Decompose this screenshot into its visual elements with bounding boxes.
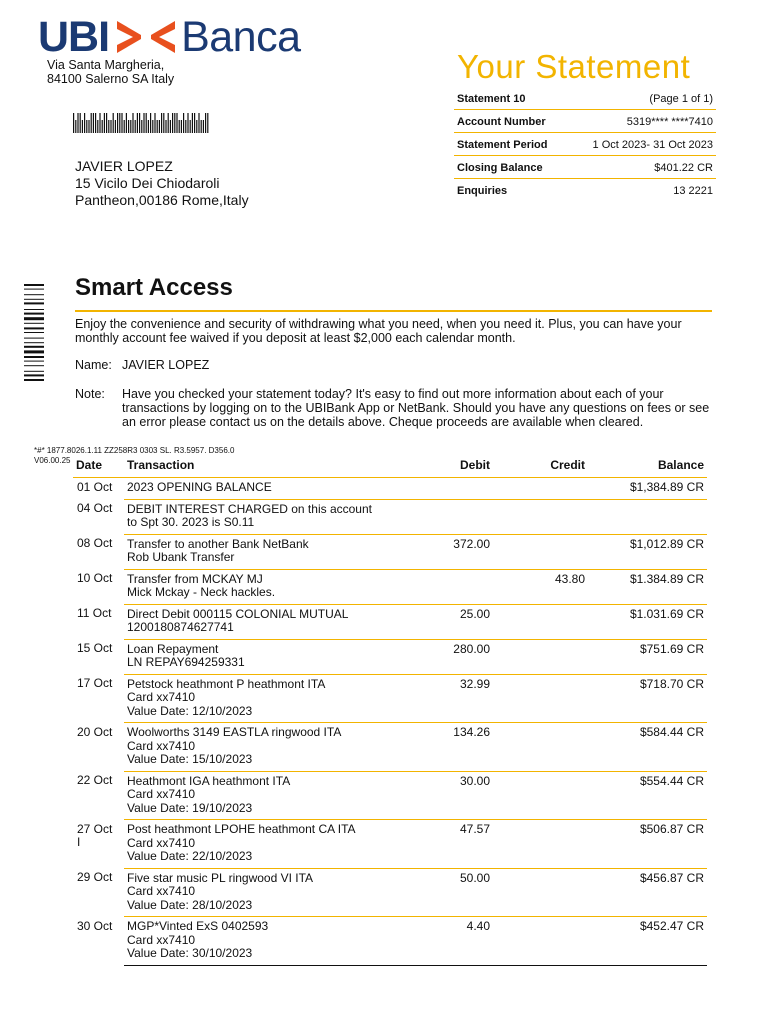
- transaction-row: [73, 868, 707, 917]
- transaction-desc-line: Five star music PL ringwood VI ITA: [127, 870, 314, 885]
- recipient-address: [75, 158, 249, 209]
- name-label: Name:: [75, 358, 112, 372]
- transaction-debit: [407, 499, 522, 534]
- transaction-desc-line: MGP*Vinted ExS 0402593: [127, 919, 269, 933]
- transaction-row: [73, 499, 707, 534]
- transaction-date: 15 Oct: [77, 641, 113, 655]
- statement-summary: [454, 87, 716, 201]
- transaction-credit: [522, 674, 601, 723]
- transaction-description: [124, 723, 407, 772]
- transaction-debit: 372.00: [407, 534, 522, 569]
- transaction-row: [73, 820, 707, 869]
- transaction-row: [73, 639, 707, 674]
- note-text: Have you checked your statement today? It's easy to find out more information about each of your transactions by logging on to the UBIBank App or NetBank. Should you have any questions on fees or see an error please contact us on the details above. Cheque proceeds are available when cleared.: [122, 387, 710, 429]
- transaction-desc-line: Direct Debit 000115 COLONIAL MUTUAL: [127, 606, 349, 621]
- note-label: Note:: [75, 387, 105, 401]
- transaction-balance: [601, 499, 707, 534]
- header-transaction: Transaction: [124, 455, 407, 478]
- summary-row: [454, 156, 716, 179]
- transaction-debit: 50.00: [407, 868, 522, 917]
- transaction-credit: [522, 478, 601, 500]
- summary-row: [454, 133, 716, 156]
- transaction-date: 01 Oct: [77, 480, 113, 494]
- summary-value: $401.22 CR: [567, 156, 716, 179]
- bank-logo: [38, 14, 301, 60]
- logo-mark-icon: [115, 17, 177, 57]
- recipient-line: 15 Vicilo Dei Chiodaroli: [75, 175, 220, 191]
- transaction-row: [73, 917, 707, 966]
- transaction-balance: $506.87 CR: [601, 820, 707, 869]
- transaction-desc-line: Woolworths 3149 EASTLA ringwood ITA: [127, 725, 342, 739]
- reference-code-line: V06.00.25: [34, 456, 71, 465]
- transaction-desc-line: Post heathmont LPOHE heathmont CA ITA: [127, 822, 356, 836]
- transaction-description: [124, 639, 407, 674]
- transaction-credit: [522, 723, 601, 772]
- account-type-title: Smart Access: [75, 274, 233, 301]
- transaction-date: 30 Oct: [77, 918, 113, 933]
- transaction-balance: $1.031.69 CR: [601, 604, 707, 639]
- transactions-header-row: [73, 455, 707, 478]
- summary-label: Statement Period: [454, 133, 567, 156]
- transaction-desc-line: Petstock heathmont P heathmont ITA: [127, 676, 326, 691]
- transaction-credit: [522, 917, 601, 966]
- transaction-description: [124, 868, 407, 917]
- transaction-desc-line: 2023 OPENING BALANCE: [127, 480, 272, 494]
- logo-text-ubi: UBI: [38, 13, 110, 61]
- transaction-credit: [522, 499, 601, 534]
- transaction-desc-line: Value Date: 28/10/2023: [127, 897, 253, 912]
- transaction-desc-line: Card xx7410: [127, 835, 196, 850]
- transaction-desc-line: Card xx7410: [127, 787, 196, 801]
- transaction-date: 27 Oct I: [77, 821, 113, 849]
- transaction-debit: 47.57: [407, 820, 522, 869]
- reference-code-line: *#* 1877.8026.1.11 ZZ258R3 0303 SL. R3.5957. D356.0: [34, 446, 235, 455]
- transaction-date: 10 Oct: [77, 571, 113, 585]
- transaction-credit: [522, 868, 601, 917]
- transaction-balance: $751.69 CR: [601, 639, 707, 674]
- transaction-desc-line: Card xx7410: [127, 690, 196, 704]
- bank-address-line: 84100 Salerno SA Italy: [47, 72, 175, 86]
- transaction-credit: [522, 534, 601, 569]
- summary-label: Account Number: [454, 110, 567, 133]
- transaction-balance: $456.87 CR: [601, 868, 707, 917]
- summary-row: [454, 87, 716, 110]
- transaction-row: [73, 674, 707, 723]
- transaction-credit: [522, 639, 601, 674]
- transaction-debit: 4.40: [407, 917, 522, 966]
- transaction-description: [124, 674, 407, 723]
- summary-value: 5319**** ****7410: [567, 110, 716, 133]
- summary-value: 13 2221: [673, 184, 713, 197]
- transaction-debit: [407, 569, 522, 604]
- header-debit: Debit: [407, 455, 522, 478]
- transaction-desc-line: Heathmont IGA heathmont ITA: [127, 773, 291, 788]
- transaction-credit: [522, 604, 601, 639]
- transactions-table: [73, 455, 707, 966]
- transaction-description: [124, 604, 407, 639]
- transaction-credit: [522, 820, 601, 869]
- transaction-date: 04 Oct: [77, 501, 113, 515]
- transaction-desc-line: DEBIT INTEREST CHARGED on this account: [127, 501, 372, 516]
- transaction-date: 11 Oct: [77, 606, 112, 620]
- transaction-desc-line: Transfer to another Bank NetBank: [127, 536, 309, 551]
- transaction-debit: 30.00: [407, 771, 522, 820]
- transaction-debit: 280.00: [407, 639, 522, 674]
- transaction-desc-line: Value Date: 19/10/2023: [127, 800, 253, 815]
- transaction-description: [124, 820, 407, 869]
- header-balance: Balance: [601, 455, 707, 478]
- summary-label: Closing Balance: [454, 156, 567, 179]
- transaction-description: [124, 534, 407, 569]
- transaction-balance: $1.384.89 CR: [601, 569, 707, 604]
- summary-value: 1 Oct 2023- 31 Oct 2023: [567, 133, 716, 156]
- transaction-balance: $554.44 CR: [601, 771, 707, 820]
- transaction-date: 20 Oct: [77, 724, 113, 739]
- transaction-balance: $718.70 CR: [601, 674, 707, 723]
- transaction-desc-line: Rob Ubank Transfer: [127, 550, 235, 564]
- transaction-debit: 134.26: [407, 723, 522, 772]
- transaction-credit: [522, 771, 601, 820]
- bank-address-line: Via Santa Margheria,: [47, 58, 165, 72]
- transaction-balance: $452.47 CR: [601, 917, 707, 966]
- transaction-row: [73, 478, 707, 500]
- transaction-balance: $584.44 CR: [601, 723, 707, 772]
- transaction-description: [124, 569, 407, 604]
- transaction-date: 29 Oct: [77, 870, 113, 884]
- transaction-date: 17 Oct: [77, 676, 113, 690]
- bank-address: [47, 58, 174, 86]
- summary-label: Statement 10: [454, 87, 567, 110]
- transaction-date: 08 Oct: [77, 536, 113, 550]
- transaction-desc-line: Loan Repayment: [127, 641, 219, 656]
- summary-value: (Page 1 of 1): [567, 87, 716, 110]
- transaction-desc-line: Card xx7410: [127, 932, 196, 947]
- transaction-credit: 43.80: [522, 569, 601, 604]
- transaction-row: [73, 771, 707, 820]
- transaction-desc-line: Transfer from MCKAY MJ: [127, 571, 263, 586]
- transaction-description: [124, 917, 407, 966]
- statement-title: Your Statement: [457, 48, 691, 85]
- transaction-date: 22 Oct: [77, 773, 113, 787]
- transaction-row: [73, 604, 707, 639]
- transaction-description: [124, 478, 407, 500]
- transaction-row: [73, 723, 707, 772]
- vertical-barcode-icon: [24, 284, 44, 402]
- account-intro-text: Enjoy the convenience and security of withdrawing what you need, when you need it. Plus, you can have your monthly account fee waived if you deposit at least $2,000 each calendar month.: [75, 317, 682, 345]
- transaction-desc-line: Value Date: 30/10/2023: [127, 946, 253, 960]
- summary-row: [454, 179, 716, 202]
- transaction-desc-line: 1200180874627741: [127, 620, 234, 634]
- transaction-debit: 25.00: [407, 604, 522, 639]
- summary-row: [454, 110, 716, 133]
- name-value: JAVIER LOPEZ: [122, 358, 210, 372]
- transaction-row: [73, 534, 707, 569]
- transaction-balance: $1,012.89 CR: [601, 534, 707, 569]
- transaction-desc-line: to Spt 30. 2023 is S0.11: [127, 515, 255, 529]
- section-divider: [75, 310, 712, 312]
- transaction-row: [73, 569, 707, 604]
- transaction-desc-line: Card xx7410: [127, 738, 196, 753]
- logo-text-banca: Banca: [181, 13, 301, 61]
- transaction-balance: $1,384.89 CR: [601, 478, 707, 500]
- postal-barcode-icon: [73, 113, 209, 133]
- transaction-desc-line: Value Date: 22/10/2023: [127, 849, 253, 863]
- header-credit: Credit: [522, 455, 601, 478]
- transaction-debit: 32.99: [407, 674, 522, 723]
- recipient-name: JAVIER LOPEZ: [75, 158, 173, 174]
- transaction-debit: [407, 478, 522, 500]
- transaction-desc-line: Value Date: 15/10/2023: [127, 752, 253, 766]
- header-date: Date: [73, 455, 124, 478]
- transaction-desc-line: Value Date: 12/10/2023: [127, 703, 253, 718]
- transaction-desc-line: Mick Mckay - Neck hackles.: [127, 585, 276, 599]
- transaction-description: [124, 771, 407, 820]
- summary-label: Enquiries: [457, 184, 508, 197]
- transaction-desc-line: Card xx7410: [127, 884, 196, 898]
- transaction-desc-line: LN REPAY694259331: [127, 655, 245, 669]
- transaction-description: [124, 499, 407, 534]
- recipient-line: Pantheon,00186 Rome,Italy: [75, 192, 249, 208]
